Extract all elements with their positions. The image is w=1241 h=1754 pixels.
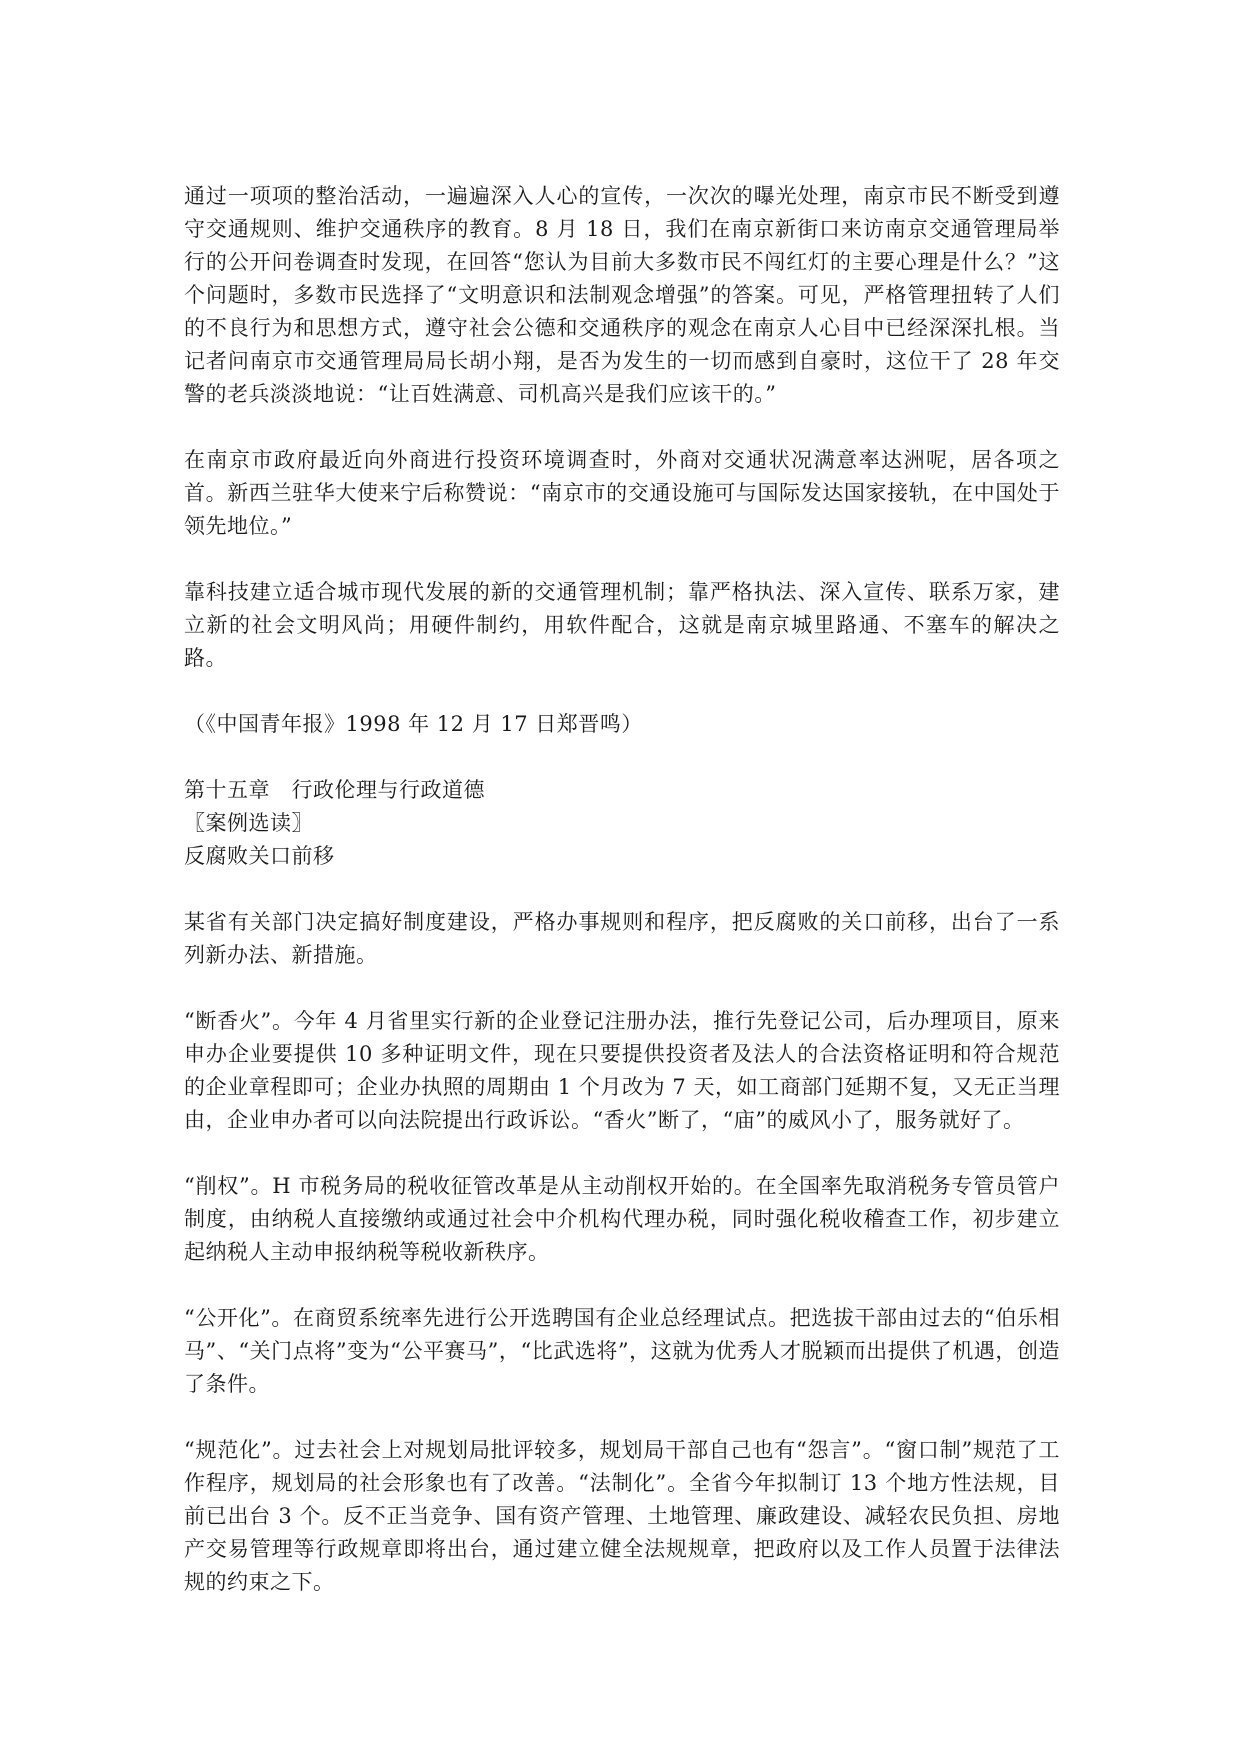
case-paragraph-standardization: “规范化”。过去社会上对规划局批评较多，规划局干部自己也有“怨言”。“窗口制”规范了工作程序，规划局的社会形象也有了改善。“法制化”。全省今年拟制订 13 个地方性法规，目前已出台 3 个。反不正当竞争、国有资产管理、土地管理、廉政建设、减轻农民负担、房地产交易管理等行政规章即将出台，通过建立健全法规规章，把政府以及工作人员置于法律法规的约束之下。 — [184, 1438, 1060, 1594]
paragraph-foreign-investors: 在南京市政府最近向外商进行投资环境调查时，外商对交通状况满意率达洲呢，居各项之首。新西兰驻华大使来宁后称赞说：“南京市的交通设施可与国际发达国家接轨，在中国处于领先地位。” — [184, 448, 1060, 538]
paragraph-management-mechanism: 靠科技建立适合城市现代发展的新的交通管理机制；靠严格执法、深入宣传、联系万家，建立新的社会文明风尚；用硬件制约，用软件配合，这就是南京城里路通、不塞车的解决之路。 — [184, 580, 1060, 670]
paragraph-spacer — [184, 1269, 1060, 1302]
chapter-title: 第十五章 行政伦理与行政道德 — [184, 778, 485, 802]
paragraph-spacer — [184, 972, 1060, 1005]
case-title: 反腐败关口前移 — [184, 844, 335, 868]
case-paragraph-power-cut: “削权”。H 市税务局的税收征管改革是从主动削权开始的。在全国率先取消税务专管员管户制度，由纳税人直接缴纳或通过社会中介机构代理办税，同时强化税收稽查工作，初步建立起纳税人主动申报纳税等税收新秩序。 — [184, 1174, 1060, 1264]
case-paragraph-openness: “公开化”。在商贸系统率先进行公开选聘国有企业总经理试点。把选拔干部由过去的“伯乐相马”、“关门点将”变为“公平赛马”，“比武选将”，这就为优秀人才脱颖而出提供了机遇，创造了条件。 — [184, 1306, 1060, 1396]
paragraph-spacer — [184, 543, 1060, 576]
paragraph-spacer — [184, 873, 1060, 906]
paragraph-spacer — [184, 675, 1060, 708]
case-paragraph-incense: “断香火”。今年 4 月省里实行新的企业登记注册办法，推行先登记公司，后办理项目，原来申办企业要提供 10 多种证明文件，现在只要提供投资者及法人的合法资格证明和符合规范的企业章程即可；企业办执照的周期由 1 个月改为 7 天，如工商部门延期不复，又无正当理由，企业申办者可以向法院提出行政诉讼。“香火”断了，“庙”的威风小了，服务就好了。 — [184, 1009, 1060, 1132]
paragraph-spacer — [184, 1401, 1060, 1434]
paragraph-spacer — [184, 411, 1060, 444]
paragraph-spacer — [184, 741, 1060, 774]
case-label: 〖案例选读〗 — [184, 811, 313, 835]
source-citation: （《中国青年报》1998 年 12 月 17 日郑晋鸣） — [184, 712, 643, 736]
paragraph-spacer — [184, 1137, 1060, 1170]
paragraph-traffic-education: 通过一项项的整治活动，一遍遍深入人心的宣传，一次次的曝光处理，南京市民不断受到遵守交通规则、维护交通秩序的教育。8 月 18 日，我们在南京新街口来访南京交通管理局举行的公开问卷调查时发现，在回答“您认为目前大多数市民不闯红灯的主要心理是什么？”这个问题时，多数市民选择了“文明意识和法制观念增强”的答案。可见，严格管理扭转了人们的不良行为和思想方式，遵守社会公德和交通秩序的观念在南京人心目中已经深深扎根。当记者问南京市交通管理局局长胡小翔，是否为发生的一切而感到自豪时，这位干了 28 年交警的老兵淡淡地说：“让百姓满意、司机高兴是我们应该干的。” — [184, 184, 1060, 406]
case-paragraph-intro: 某省有关部门决定搞好制度建设，严格办事规则和程序，把反腐败的关口前移，出台了一系列新办法、新措施。 — [184, 910, 1060, 967]
document-body — [184, 180, 1060, 1599]
